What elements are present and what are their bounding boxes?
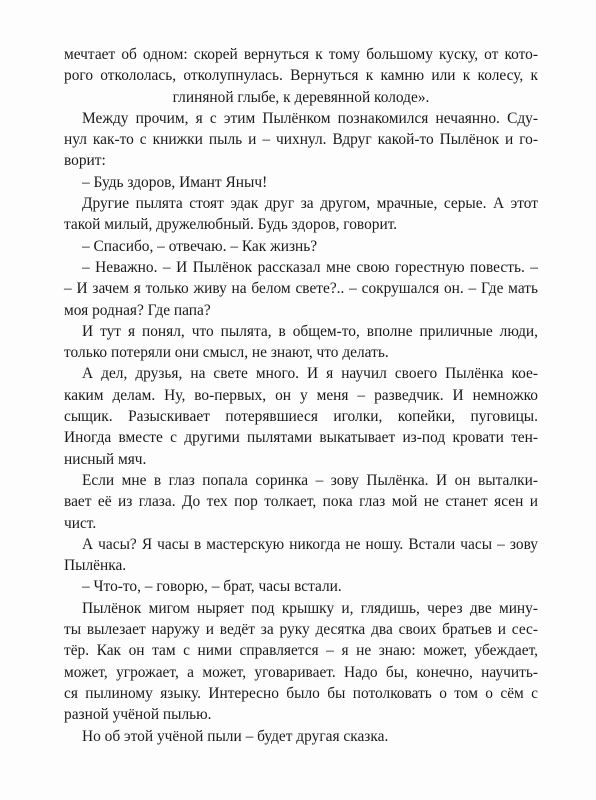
story-text: [64, 44, 538, 747]
text-line: нисный мяч.: [64, 450, 147, 468]
text-line: мечтает об одном: скорей вернуться к тому большому куску, от кото-: [64, 46, 538, 63]
text-line: ворит:: [64, 152, 106, 170]
text-line: глиняной глыбе, к деревянной колоде».: [172, 88, 430, 106]
text-line: Но об этой учёной пыли – будет другая сказка.: [82, 727, 389, 745]
text-line: рого откололась, отколупнулась. Вернуться к камню или к колесу, к: [64, 67, 538, 85]
text-line: ся пылиному языку. Интересно было бы потолковать о том о сём с: [64, 684, 538, 702]
text-line: – Будь здоров, Имант Яныч!: [82, 173, 268, 191]
text-line: такой милый, дружелюбный. Будь здоров, говорит.: [64, 216, 398, 234]
text-line: чист.: [64, 514, 97, 532]
text-line: тёр. Как он там с ними справляется – я не знаю: может, убеждает,: [64, 642, 538, 660]
text-line: ты вылезает наружу и ведёт за руку десятка два своих братьев и сес-: [64, 621, 538, 639]
text-line: И тут я понял, что пылята, в общем-то, вполне приличные люди,: [82, 322, 538, 340]
text-line: разной учёной пылью.: [64, 706, 212, 724]
text-line: – И зачем я только живу на белом свете?.. – сокрушался он. – Где мать: [64, 280, 538, 298]
text-line: нул как-то с книжки пыль и – чихнул. Вдруг какой-то Пылёнок и го-: [64, 131, 538, 149]
text-line: моя родная? Где папа?: [64, 301, 211, 319]
text-line: только потеряли они смысл, не знают, что делать.: [64, 344, 389, 362]
text-line: – Что-то, – говорю, – брат, часы встали.: [82, 578, 342, 596]
text-line: сыщик. Разыскивает потерявшиеся иголки, копейки, пуговицы.: [64, 408, 538, 426]
text-line: – Спасибо, – отвечаю. – Как жизнь?: [82, 237, 318, 255]
text-line: Если мне в глаз попала соринка – зову Пылёнка. И он выталки-: [82, 471, 538, 489]
text-line: каким делам. Ну, во-первых, он у меня – разведчик. И немножко: [64, 386, 538, 404]
text-line: вает её из глаза. До тех пор толкает, пока глаз мой не станет ясен и: [64, 493, 538, 511]
text-line: Другие пылята стоят эдак друг за другом, мрачные, серые. А этот: [82, 195, 538, 213]
text-line: А дел, друзья, на свете много. И я научил своего Пылёнка кое-: [82, 365, 538, 383]
text-line: Пылёнка.: [64, 557, 127, 575]
text-line: Между прочим, я с этим Пылёнком познакомился нечаянно. Сду-: [82, 109, 538, 127]
text-line: может, угрожает, а может, уговаривает. Надо бы, конечно, научить-: [64, 663, 538, 681]
text-line: А часы? Я часы в мастерскую никогда не ношу. Встали часы – зову: [82, 535, 538, 553]
text-line: Иногда вместе с другими пылятами выкатывает из-под кровати тен-: [64, 429, 538, 447]
text-line: – Неважно. – И Пылёнок рассказал мне свою горестную повесть. –: [82, 258, 538, 276]
text-line: Пылёнок мигом ныряет под крышку и, глядишь, через две мину-: [82, 599, 538, 617]
